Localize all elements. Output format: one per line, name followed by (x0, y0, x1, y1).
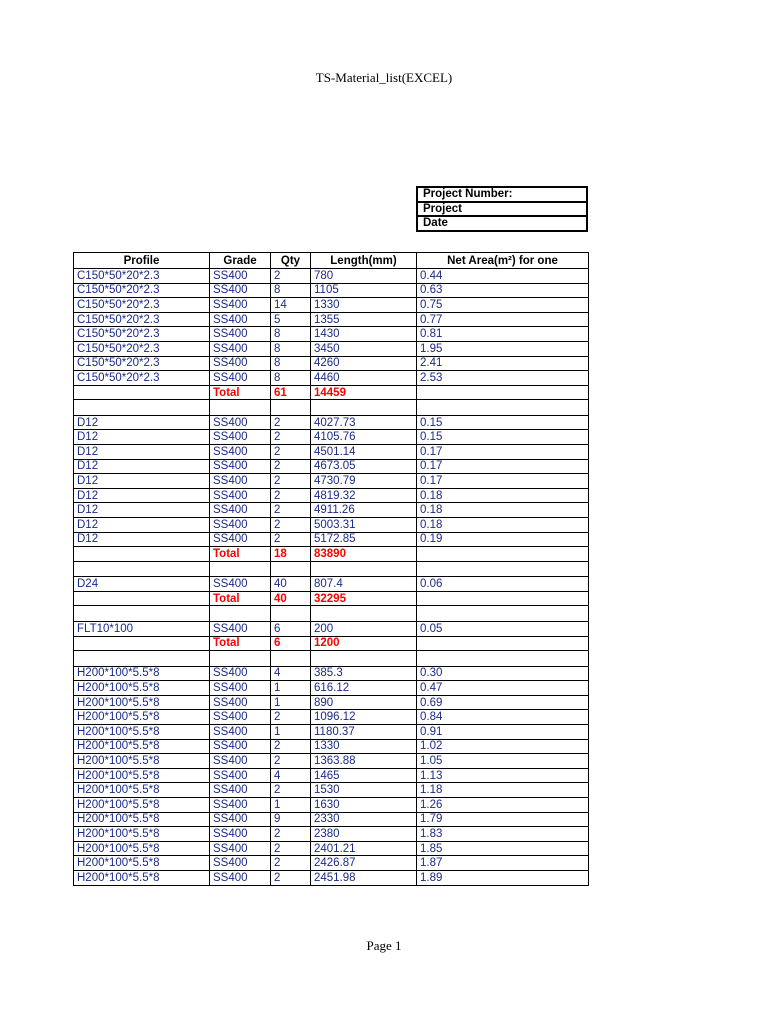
table-row (74, 371, 589, 386)
cell-profile: H200*100*5.5*8 (74, 725, 210, 740)
total-label: Total (210, 547, 271, 562)
cell-profile: D12 (74, 532, 210, 547)
cell-qty: 4 (271, 768, 311, 783)
cell-length: 890 (311, 695, 417, 710)
cell-qty: 2 (271, 269, 311, 284)
cell-profile: H200*100*5.5*8 (74, 856, 210, 871)
cell-net-area: 0.69 (417, 695, 589, 710)
empty-cell (311, 651, 417, 667)
spacer-row (74, 561, 589, 577)
cell-profile: H200*100*5.5*8 (74, 827, 210, 842)
cell-grade: SS400 (210, 739, 271, 754)
table-row (74, 812, 589, 827)
empty-cell (271, 561, 311, 577)
empty-cell (74, 561, 210, 577)
cell-length: 1363.88 (311, 754, 417, 769)
cell-qty: 2 (271, 488, 311, 503)
empty-cell (417, 547, 589, 562)
cell-qty: 2 (271, 503, 311, 518)
cell-profile: H200*100*5.5*8 (74, 666, 210, 681)
empty-cell (417, 561, 589, 577)
cell-length: 807.4 (311, 577, 417, 592)
cell-grade: SS400 (210, 430, 271, 445)
cell-net-area: 2.53 (417, 371, 589, 386)
cell-qty: 8 (271, 341, 311, 356)
cell-net-area: 1.95 (417, 341, 589, 356)
cell-length: 1330 (311, 739, 417, 754)
total-row (74, 547, 589, 562)
cell-profile: C150*50*20*2.3 (74, 269, 210, 284)
cell-length: 4673.05 (311, 459, 417, 474)
cell-grade: SS400 (210, 768, 271, 783)
cell-grade: SS400 (210, 503, 271, 518)
table-header-row (74, 253, 589, 269)
cell-qty: 2 (271, 841, 311, 856)
cell-qty: 2 (271, 430, 311, 445)
table-row (74, 459, 589, 474)
cell-net-area: 1.89 (417, 870, 589, 885)
cell-profile: D12 (74, 474, 210, 489)
cell-profile: H200*100*5.5*8 (74, 754, 210, 769)
cell-qty: 2 (271, 739, 311, 754)
table-row (74, 298, 589, 313)
cell-length: 1530 (311, 783, 417, 798)
empty-cell (210, 606, 271, 622)
cell-length: 385.3 (311, 666, 417, 681)
cell-profile: H200*100*5.5*8 (74, 798, 210, 813)
cell-length: 2330 (311, 812, 417, 827)
total-row (74, 591, 589, 606)
cell-grade: SS400 (210, 371, 271, 386)
cell-grade: SS400 (210, 856, 271, 871)
cell-grade: SS400 (210, 269, 271, 284)
cell-profile: D24 (74, 577, 210, 592)
table-row (74, 503, 589, 518)
cell-profile: C150*50*20*2.3 (74, 341, 210, 356)
cell-qty: 2 (271, 783, 311, 798)
cell-profile: H200*100*5.5*8 (74, 870, 210, 885)
cell-grade: SS400 (210, 577, 271, 592)
table-row (74, 621, 589, 636)
cell-grade: SS400 (210, 312, 271, 327)
cell-grade: SS400 (210, 356, 271, 371)
cell-qty: 1 (271, 725, 311, 740)
cell-profile: H200*100*5.5*8 (74, 739, 210, 754)
cell-profile: H200*100*5.5*8 (74, 695, 210, 710)
cell-net-area: 1.02 (417, 739, 589, 754)
cell-length: 5172.85 (311, 532, 417, 547)
cell-length: 1330 (311, 298, 417, 313)
table-row (74, 474, 589, 489)
table-row (74, 870, 589, 885)
cell-profile: D12 (74, 518, 210, 533)
header-qty: Qty (271, 253, 311, 269)
table-row (74, 798, 589, 813)
table-row (74, 445, 589, 460)
table-row (74, 312, 589, 327)
cell-net-area: 1.13 (417, 768, 589, 783)
empty-cell (417, 651, 589, 667)
cell-qty: 2 (271, 532, 311, 547)
cell-grade: SS400 (210, 841, 271, 856)
table-row (74, 532, 589, 547)
cell-profile: H200*100*5.5*8 (74, 768, 210, 783)
cell-net-area: 0.81 (417, 327, 589, 342)
total-row (74, 636, 589, 651)
cell-length: 616.12 (311, 681, 417, 696)
cell-qty: 2 (271, 459, 311, 474)
cell-net-area: 0.19 (417, 532, 589, 547)
total-qty: 18 (271, 547, 311, 562)
date-label: Date (417, 216, 587, 231)
table-row (74, 518, 589, 533)
cell-profile: H200*100*5.5*8 (74, 681, 210, 696)
empty-cell (417, 591, 589, 606)
total-qty: 40 (271, 591, 311, 606)
cell-profile: D12 (74, 459, 210, 474)
cell-net-area: 1.26 (417, 798, 589, 813)
total-length: 14459 (311, 385, 417, 400)
cell-grade: SS400 (210, 681, 271, 696)
cell-length: 1465 (311, 768, 417, 783)
cell-net-area: 0.17 (417, 474, 589, 489)
cell-net-area: 1.87 (417, 856, 589, 871)
cell-qty: 8 (271, 327, 311, 342)
empty-cell (74, 591, 210, 606)
header-net-area: Net Area(m²) for one (417, 253, 589, 269)
empty-cell (417, 606, 589, 622)
cell-grade: SS400 (210, 327, 271, 342)
empty-cell (311, 606, 417, 622)
cell-qty: 8 (271, 371, 311, 386)
table-row (74, 356, 589, 371)
spacer-row (74, 606, 589, 622)
cell-length: 2451.98 (311, 870, 417, 885)
cell-net-area: 1.05 (417, 754, 589, 769)
cell-profile: D12 (74, 445, 210, 460)
cell-profile: H200*100*5.5*8 (74, 783, 210, 798)
cell-length: 4501.14 (311, 445, 417, 460)
empty-cell (74, 636, 210, 651)
cell-grade: SS400 (210, 754, 271, 769)
total-qty: 6 (271, 636, 311, 651)
cell-profile: H200*100*5.5*8 (74, 841, 210, 856)
cell-length: 1355 (311, 312, 417, 327)
cell-length: 4460 (311, 371, 417, 386)
cell-length: 780 (311, 269, 417, 284)
cell-grade: SS400 (210, 341, 271, 356)
cell-grade: SS400 (210, 783, 271, 798)
cell-profile: C150*50*20*2.3 (74, 356, 210, 371)
cell-qty: 1 (271, 681, 311, 696)
cell-net-area: 1.79 (417, 812, 589, 827)
cell-length: 4027.73 (311, 415, 417, 430)
cell-length: 4911.26 (311, 503, 417, 518)
cell-net-area: 2.41 (417, 356, 589, 371)
cell-net-area: 0.06 (417, 577, 589, 592)
cell-qty: 8 (271, 356, 311, 371)
cell-grade: SS400 (210, 870, 271, 885)
cell-length: 1096.12 (311, 710, 417, 725)
table-row (74, 283, 589, 298)
table-row (74, 666, 589, 681)
empty-cell (74, 651, 210, 667)
cell-grade: SS400 (210, 459, 271, 474)
cell-qty: 9 (271, 812, 311, 827)
empty-cell (74, 385, 210, 400)
cell-net-area: 0.77 (417, 312, 589, 327)
table-row (74, 754, 589, 769)
cell-profile: D12 (74, 488, 210, 503)
cell-net-area: 0.18 (417, 488, 589, 503)
cell-qty: 2 (271, 445, 311, 460)
cell-profile: C150*50*20*2.3 (74, 312, 210, 327)
cell-length: 4105.76 (311, 430, 417, 445)
empty-cell (417, 636, 589, 651)
table-row (74, 488, 589, 503)
empty-cell (311, 400, 417, 416)
total-length: 1200 (311, 636, 417, 651)
table-row (74, 783, 589, 798)
cell-length: 1630 (311, 798, 417, 813)
cell-net-area: 1.18 (417, 783, 589, 798)
cell-profile: C150*50*20*2.3 (74, 327, 210, 342)
material-table (73, 252, 589, 886)
header-profile: Profile (74, 253, 210, 269)
cell-qty: 4 (271, 666, 311, 681)
cell-net-area: 0.17 (417, 459, 589, 474)
table-row (74, 768, 589, 783)
cell-qty: 1 (271, 798, 311, 813)
cell-net-area: 0.91 (417, 725, 589, 740)
cell-qty: 8 (271, 283, 311, 298)
empty-cell (271, 400, 311, 416)
empty-cell (417, 385, 589, 400)
cell-qty: 2 (271, 518, 311, 533)
table-row (74, 577, 589, 592)
cell-net-area: 0.18 (417, 503, 589, 518)
table-row (74, 327, 589, 342)
project-number-label: Project Number: (417, 187, 587, 202)
empty-cell (210, 561, 271, 577)
total-label: Total (210, 591, 271, 606)
cell-length: 200 (311, 621, 417, 636)
cell-qty: 1 (271, 695, 311, 710)
total-length: 83890 (311, 547, 417, 562)
cell-grade: SS400 (210, 415, 271, 430)
table-row (74, 695, 589, 710)
cell-net-area: 0.18 (417, 518, 589, 533)
cell-grade: SS400 (210, 798, 271, 813)
cell-length: 2380 (311, 827, 417, 842)
cell-grade: SS400 (210, 518, 271, 533)
cell-length: 4260 (311, 356, 417, 371)
header-grade: Grade (210, 253, 271, 269)
cell-profile: FLT10*100 (74, 621, 210, 636)
total-label: Total (210, 385, 271, 400)
page-footer: Page 1 (366, 938, 402, 953)
project-label: Project (417, 202, 587, 217)
cell-profile: D12 (74, 430, 210, 445)
cell-length: 1180.37 (311, 725, 417, 740)
cell-profile: H200*100*5.5*8 (74, 710, 210, 725)
cell-qty: 2 (271, 415, 311, 430)
cell-grade: SS400 (210, 666, 271, 681)
cell-net-area: 0.15 (417, 415, 589, 430)
cell-net-area: 0.05 (417, 621, 589, 636)
empty-cell (74, 547, 210, 562)
cell-profile: H200*100*5.5*8 (74, 812, 210, 827)
cell-net-area: 0.15 (417, 430, 589, 445)
cell-length: 5003.31 (311, 518, 417, 533)
spacer-row (74, 651, 589, 667)
cell-length: 3450 (311, 341, 417, 356)
cell-profile: C150*50*20*2.3 (74, 371, 210, 386)
cell-length: 1430 (311, 327, 417, 342)
table-row (74, 856, 589, 871)
empty-cell (417, 400, 589, 416)
table-row (74, 827, 589, 842)
table-row (74, 725, 589, 740)
cell-net-area: 0.30 (417, 666, 589, 681)
cell-net-area: 1.85 (417, 841, 589, 856)
cell-net-area: 0.84 (417, 710, 589, 725)
cell-qty: 14 (271, 298, 311, 313)
cell-length: 2426.87 (311, 856, 417, 871)
cell-net-area: 1.83 (417, 827, 589, 842)
cell-qty: 40 (271, 577, 311, 592)
cell-profile: D12 (74, 415, 210, 430)
cell-net-area: 0.75 (417, 298, 589, 313)
cell-grade: SS400 (210, 532, 271, 547)
table-row (74, 269, 589, 284)
cell-grade: SS400 (210, 710, 271, 725)
cell-grade: SS400 (210, 283, 271, 298)
table-row (74, 739, 589, 754)
spacer-row (74, 400, 589, 416)
page-title: TS-Material_list(EXCEL) (315, 70, 453, 85)
cell-qty: 2 (271, 474, 311, 489)
cell-qty: 2 (271, 856, 311, 871)
cell-length: 4730.79 (311, 474, 417, 489)
cell-net-area: 0.17 (417, 445, 589, 460)
total-length: 32295 (311, 591, 417, 606)
empty-cell (74, 400, 210, 416)
total-row (74, 385, 589, 400)
empty-cell (271, 606, 311, 622)
total-label: Total (210, 636, 271, 651)
empty-cell (210, 651, 271, 667)
cell-grade: SS400 (210, 812, 271, 827)
cell-grade: SS400 (210, 488, 271, 503)
cell-length: 1105 (311, 283, 417, 298)
table-row (74, 681, 589, 696)
cell-profile: C150*50*20*2.3 (74, 298, 210, 313)
table-row (74, 430, 589, 445)
cell-grade: SS400 (210, 621, 271, 636)
table-row (74, 341, 589, 356)
cell-profile: C150*50*20*2.3 (74, 283, 210, 298)
total-qty: 61 (271, 385, 311, 400)
cell-grade: SS400 (210, 827, 271, 842)
project-info-box (416, 186, 588, 232)
empty-cell (74, 606, 210, 622)
cell-qty: 6 (271, 621, 311, 636)
cell-grade: SS400 (210, 445, 271, 460)
cell-length: 2401.21 (311, 841, 417, 856)
table-row (74, 841, 589, 856)
cell-net-area: 0.47 (417, 681, 589, 696)
header-length: Length(mm) (311, 253, 417, 269)
table-row (74, 415, 589, 430)
cell-qty: 2 (271, 710, 311, 725)
table-body (74, 269, 589, 886)
cell-grade: SS400 (210, 474, 271, 489)
cell-profile: D12 (74, 503, 210, 518)
cell-length: 4819.32 (311, 488, 417, 503)
cell-grade: SS400 (210, 725, 271, 740)
table-row (74, 710, 589, 725)
cell-qty: 5 (271, 312, 311, 327)
cell-qty: 2 (271, 870, 311, 885)
cell-qty: 2 (271, 827, 311, 842)
cell-qty: 2 (271, 754, 311, 769)
empty-cell (271, 651, 311, 667)
cell-net-area: 0.44 (417, 269, 589, 284)
empty-cell (210, 400, 271, 416)
cell-grade: SS400 (210, 695, 271, 710)
empty-cell (311, 561, 417, 577)
cell-net-area: 0.63 (417, 283, 589, 298)
cell-grade: SS400 (210, 298, 271, 313)
